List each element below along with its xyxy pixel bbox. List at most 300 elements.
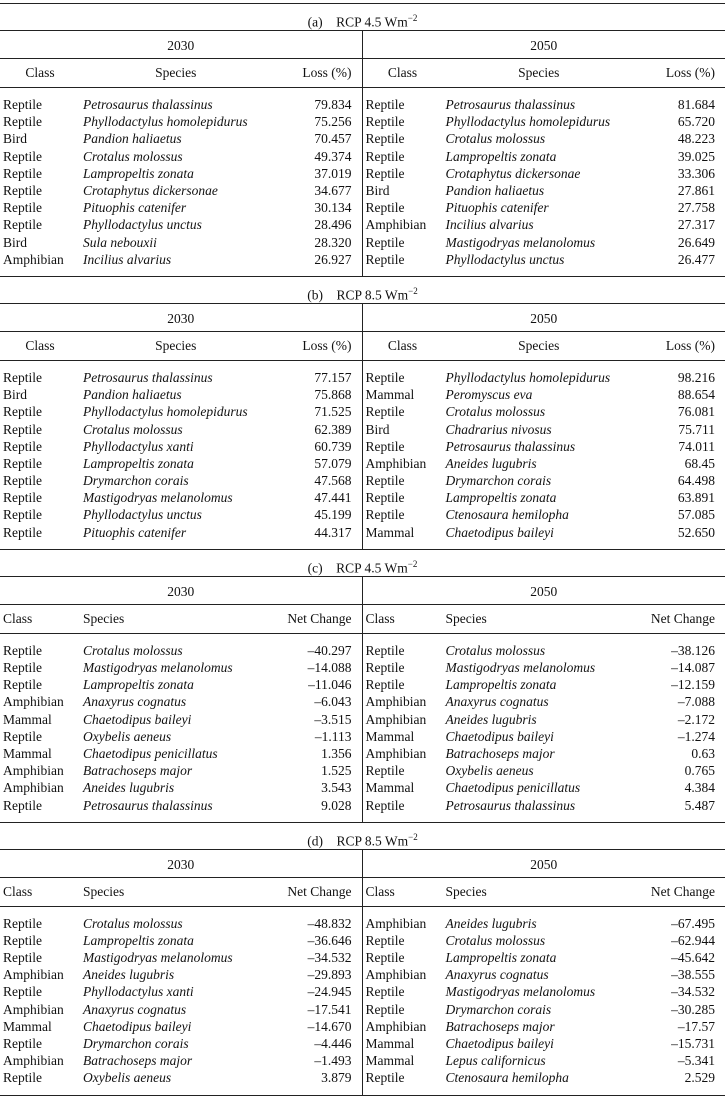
- section-title: [0, 823, 725, 850]
- header-row: [0, 332, 362, 361]
- species-cell: Drymarchon corais: [80, 1035, 268, 1052]
- class-cell: Reptile: [363, 199, 443, 216]
- class-cell: Reptile: [363, 165, 443, 182]
- table-row: [0, 524, 362, 549]
- class-cell: Reptile: [0, 182, 80, 199]
- class-cell: Reptile: [0, 906, 80, 932]
- value-cell: –67.495: [631, 906, 725, 932]
- species-cell: Aneides lugubris: [443, 711, 632, 728]
- section-title: [0, 550, 725, 577]
- value-cell: 71.525: [272, 403, 362, 420]
- table-row: [363, 420, 725, 437]
- column-header-value: Loss (%): [635, 59, 725, 88]
- class-cell: Reptile: [0, 1069, 80, 1094]
- value-cell: 28.496: [272, 216, 362, 233]
- class-cell: Bird: [363, 182, 443, 199]
- table-row: [363, 932, 725, 949]
- class-cell: Reptile: [363, 251, 443, 276]
- class-cell: Amphibian: [0, 966, 80, 983]
- class-cell: Mammal: [0, 1018, 80, 1035]
- year-panel-2050: [363, 304, 725, 549]
- table-row: [0, 489, 362, 506]
- species-table: [0, 605, 362, 822]
- table-row: [0, 983, 362, 1000]
- species-cell: Phyllodactylus unctus: [80, 506, 272, 523]
- class-cell: Reptile: [0, 216, 80, 233]
- year-panel-2030: [0, 577, 363, 822]
- species-cell: Chaetodipus baileyi: [443, 524, 636, 549]
- species-cell: Chadrarius nivosus: [443, 420, 636, 437]
- value-cell: 26.927: [272, 251, 362, 276]
- species-cell: Lepus californicus: [443, 1052, 632, 1069]
- value-cell: 57.079: [272, 455, 362, 472]
- species-cell: Aneides lugubris: [443, 906, 632, 932]
- value-cell: –34.532: [631, 983, 725, 1000]
- table-row: [0, 796, 362, 821]
- year-panel-2030: [0, 850, 363, 1095]
- value-cell: 26.477: [635, 251, 725, 276]
- value-cell: –6.043: [268, 693, 362, 710]
- species-cell: Phyllodactylus unctus: [80, 216, 272, 233]
- class-cell: Reptile: [363, 1069, 443, 1094]
- species-cell: Mastigodryas melanolomus: [80, 949, 268, 966]
- species-table: [363, 59, 725, 276]
- class-cell: Reptile: [0, 88, 80, 114]
- value-cell: 68.45: [635, 455, 725, 472]
- column-header-class: Class: [363, 878, 443, 907]
- class-cell: Reptile: [0, 524, 80, 549]
- class-cell: Amphibian: [0, 1001, 80, 1018]
- scenario-exponent: −2: [408, 832, 418, 842]
- species-cell: Crotalus molossus: [80, 906, 268, 932]
- table-row: [363, 676, 725, 693]
- column-header-class: Class: [0, 878, 80, 907]
- table-row: [363, 472, 725, 489]
- species-table-document: [0, 3, 725, 1096]
- year-panel-2030: [0, 31, 363, 276]
- class-cell: Reptile: [363, 762, 443, 779]
- class-cell: Bird: [0, 386, 80, 403]
- table-row: [0, 420, 362, 437]
- class-cell: Reptile: [0, 148, 80, 165]
- species-cell: Mastigodryas melanolomus: [443, 659, 632, 676]
- value-cell: 81.684: [635, 88, 725, 114]
- column-header-species: Species: [80, 59, 272, 88]
- section-label: (b): [307, 287, 323, 302]
- table-row: [363, 438, 725, 455]
- class-cell: Amphibian: [363, 1018, 443, 1035]
- value-cell: 28.320: [272, 234, 362, 251]
- species-cell: Chaetodipus baileyi: [80, 1018, 268, 1035]
- header-row: [363, 332, 725, 361]
- section-label: (d): [307, 833, 323, 848]
- header-row: [0, 605, 362, 634]
- species-cell: Phyllodactylus unctus: [443, 251, 636, 276]
- species-cell: Batrachoseps major: [80, 762, 268, 779]
- species-cell: Anaxyrus cognatus: [80, 693, 268, 710]
- column-header-value: Net Change: [268, 878, 362, 907]
- class-cell: Amphibian: [363, 745, 443, 762]
- species-cell: Lampropeltis zonata: [443, 949, 632, 966]
- value-cell: –38.126: [631, 633, 725, 659]
- value-cell: –14.087: [631, 659, 725, 676]
- table-row: [0, 633, 362, 659]
- table-row: [363, 360, 725, 386]
- value-cell: 70.457: [272, 130, 362, 147]
- species-cell: Lampropeltis zonata: [443, 676, 632, 693]
- header-row: [0, 59, 362, 88]
- table-row: [0, 906, 362, 932]
- value-cell: –62.944: [631, 932, 725, 949]
- column-header-species: Species: [443, 332, 636, 361]
- class-cell: Reptile: [363, 113, 443, 130]
- value-cell: 47.441: [272, 489, 362, 506]
- table-row: [0, 745, 362, 762]
- table-row: [363, 1052, 725, 1069]
- species-cell: Pituophis catenifer: [443, 199, 636, 216]
- column-header-class: Class: [0, 59, 80, 88]
- species-cell: Pituophis catenifer: [80, 199, 272, 216]
- table-row: [363, 165, 725, 182]
- species-cell: Phyllodactylus homolepidurus: [80, 113, 272, 130]
- species-cell: Chaetodipus penicillatus: [443, 779, 632, 796]
- value-cell: –48.832: [268, 906, 362, 932]
- class-cell: Reptile: [363, 796, 443, 821]
- table-row: [0, 438, 362, 455]
- table-row: [0, 1052, 362, 1069]
- species-cell: Phyllodactylus homolepidurus: [443, 113, 636, 130]
- value-cell: 76.081: [635, 403, 725, 420]
- column-header-value: Loss (%): [272, 332, 362, 361]
- table-row: [363, 693, 725, 710]
- table-row: [363, 728, 725, 745]
- value-cell: –17.57: [631, 1018, 725, 1035]
- class-cell: Reptile: [363, 506, 443, 523]
- species-cell: Oxybelis aeneus: [80, 728, 268, 745]
- table-row: [363, 745, 725, 762]
- class-cell: Reptile: [363, 659, 443, 676]
- value-cell: 65.720: [635, 113, 725, 130]
- column-header-value: Net Change: [268, 605, 362, 634]
- table-row: [363, 182, 725, 199]
- section-title: [0, 277, 725, 304]
- value-cell: 75.256: [272, 113, 362, 130]
- class-cell: Reptile: [363, 676, 443, 693]
- value-cell: 5.487: [631, 796, 725, 821]
- column-header-species: Species: [443, 59, 636, 88]
- class-cell: Amphibian: [0, 762, 80, 779]
- species-cell: Crotalus molossus: [443, 403, 636, 420]
- class-cell: Mammal: [363, 524, 443, 549]
- table-row: [363, 1035, 725, 1052]
- table-row: [0, 251, 362, 276]
- value-cell: 3.879: [268, 1069, 362, 1094]
- class-cell: Reptile: [0, 455, 80, 472]
- species-cell: Crotaphytus dickersonae: [80, 182, 272, 199]
- class-cell: Reptile: [363, 88, 443, 114]
- value-cell: 74.011: [635, 438, 725, 455]
- table-row: [363, 949, 725, 966]
- species-cell: Oxybelis aeneus: [80, 1069, 268, 1094]
- value-cell: 60.739: [272, 438, 362, 455]
- table-row: [0, 386, 362, 403]
- table-row: [363, 711, 725, 728]
- table-row: [0, 1069, 362, 1094]
- value-cell: –11.046: [268, 676, 362, 693]
- species-cell: Mastigodryas melanolomus: [443, 983, 632, 1000]
- class-cell: Reptile: [0, 403, 80, 420]
- header-row: [0, 878, 362, 907]
- species-cell: Pandion haliaetus: [443, 182, 636, 199]
- table-row: [0, 1035, 362, 1052]
- table-row: [363, 216, 725, 233]
- class-cell: Amphibian: [363, 906, 443, 932]
- column-header-species: Species: [80, 878, 268, 907]
- table-row: [363, 199, 725, 216]
- value-cell: –5.341: [631, 1052, 725, 1069]
- value-cell: 26.649: [635, 234, 725, 251]
- class-cell: Reptile: [363, 148, 443, 165]
- column-header-value: Net Change: [631, 605, 725, 634]
- species-cell: Pandion haliaetus: [80, 130, 272, 147]
- section-label: (a): [308, 15, 323, 30]
- value-cell: –14.670: [268, 1018, 362, 1035]
- species-cell: Petrosaurus thalassinus: [443, 796, 632, 821]
- species-table: [0, 878, 362, 1095]
- table-row: [0, 88, 362, 114]
- table-row: [0, 182, 362, 199]
- species-cell: Chaetodipus penicillatus: [80, 745, 268, 762]
- class-cell: Reptile: [0, 489, 80, 506]
- class-cell: Amphibian: [0, 693, 80, 710]
- class-cell: Reptile: [0, 949, 80, 966]
- value-cell: 44.317: [272, 524, 362, 549]
- scenario-title: RCP 4.5 Wm: [336, 560, 408, 575]
- column-header-class: Class: [0, 332, 80, 361]
- year-heading: 2050: [363, 577, 725, 605]
- class-cell: Amphibian: [363, 966, 443, 983]
- class-cell: Amphibian: [363, 455, 443, 472]
- species-cell: Lampropeltis zonata: [443, 148, 636, 165]
- class-cell: Reptile: [363, 633, 443, 659]
- class-cell: Amphibian: [363, 693, 443, 710]
- value-cell: 64.498: [635, 472, 725, 489]
- table-row: [363, 1069, 725, 1094]
- table-row: [0, 1018, 362, 1035]
- class-cell: Reptile: [0, 472, 80, 489]
- value-cell: –45.642: [631, 949, 725, 966]
- species-cell: Crotalus molossus: [80, 420, 272, 437]
- value-cell: 0.63: [631, 745, 725, 762]
- value-cell: 98.216: [635, 360, 725, 386]
- value-cell: –14.088: [268, 659, 362, 676]
- species-cell: Mastigodryas melanolomus: [80, 489, 272, 506]
- year-heading: 2030: [0, 850, 362, 878]
- table-section: [0, 549, 725, 822]
- header-row: [363, 878, 725, 907]
- table-row: [0, 403, 362, 420]
- class-cell: Reptile: [363, 130, 443, 147]
- species-cell: Phyllodactylus homolepidurus: [80, 403, 272, 420]
- table-row: [0, 728, 362, 745]
- class-cell: Reptile: [0, 932, 80, 949]
- class-cell: Reptile: [0, 506, 80, 523]
- species-cell: Petrosaurus thalassinus: [80, 796, 268, 821]
- year-panel-2050: [363, 31, 725, 276]
- species-cell: Aneides lugubris: [443, 455, 636, 472]
- value-cell: 62.389: [272, 420, 362, 437]
- table-row: [363, 403, 725, 420]
- species-cell: Ctenosaura hemilopha: [443, 506, 636, 523]
- value-cell: 1.525: [268, 762, 362, 779]
- section-title: [0, 4, 725, 31]
- value-cell: –1.274: [631, 728, 725, 745]
- year-panel-2050: [363, 577, 725, 822]
- value-cell: –1.493: [268, 1052, 362, 1069]
- class-cell: Mammal: [363, 386, 443, 403]
- class-cell: Reptile: [363, 489, 443, 506]
- species-cell: Chaetodipus baileyi: [443, 728, 632, 745]
- species-table: [0, 59, 362, 276]
- species-cell: Anaxyrus cognatus: [80, 1001, 268, 1018]
- year-panel-2050: [363, 850, 725, 1095]
- value-cell: 63.891: [635, 489, 725, 506]
- value-cell: 39.025: [635, 148, 725, 165]
- value-cell: –12.159: [631, 676, 725, 693]
- table-row: [363, 386, 725, 403]
- class-cell: Mammal: [363, 1052, 443, 1069]
- value-cell: 27.861: [635, 182, 725, 199]
- table-row: [363, 234, 725, 251]
- value-cell: 34.677: [272, 182, 362, 199]
- value-cell: 1.356: [268, 745, 362, 762]
- class-cell: Reptile: [363, 403, 443, 420]
- table-row: [363, 762, 725, 779]
- value-cell: 0.765: [631, 762, 725, 779]
- table-row: [0, 932, 362, 949]
- class-cell: Reptile: [0, 633, 80, 659]
- column-header-class: Class: [363, 605, 443, 634]
- year-heading: 2030: [0, 577, 362, 605]
- class-cell: Reptile: [363, 234, 443, 251]
- class-cell: Reptile: [0, 420, 80, 437]
- class-cell: Reptile: [0, 113, 80, 130]
- class-cell: Bird: [0, 234, 80, 251]
- value-cell: –36.646: [268, 932, 362, 949]
- table-row: [0, 779, 362, 796]
- table-row: [0, 216, 362, 233]
- class-cell: Reptile: [0, 983, 80, 1000]
- value-cell: –40.297: [268, 633, 362, 659]
- species-table: [363, 332, 725, 549]
- class-cell: Reptile: [0, 676, 80, 693]
- class-cell: Reptile: [363, 1001, 443, 1018]
- year-heading: 2030: [0, 31, 362, 59]
- table-row: [0, 130, 362, 147]
- species-cell: Crotalus molossus: [443, 130, 636, 147]
- class-cell: Reptile: [363, 472, 443, 489]
- species-cell: Anaxyrus cognatus: [443, 966, 632, 983]
- value-cell: 48.223: [635, 130, 725, 147]
- value-cell: 79.834: [272, 88, 362, 114]
- species-cell: Batrachoseps major: [80, 1052, 268, 1069]
- value-cell: –34.532: [268, 949, 362, 966]
- section-label: (c): [308, 560, 323, 575]
- column-header-class: Class: [0, 605, 80, 634]
- value-cell: 37.019: [272, 165, 362, 182]
- table-row: [0, 472, 362, 489]
- table-section: [0, 3, 725, 276]
- species-table: [0, 332, 362, 549]
- column-header-species: Species: [443, 605, 632, 634]
- table-row: [0, 148, 362, 165]
- value-cell: –7.088: [631, 693, 725, 710]
- table-row: [363, 796, 725, 821]
- species-cell: Aneides lugubris: [80, 779, 268, 796]
- value-cell: 3.543: [268, 779, 362, 796]
- scenario-exponent: −2: [408, 13, 418, 23]
- value-cell: 9.028: [268, 796, 362, 821]
- value-cell: –15.731: [631, 1035, 725, 1052]
- class-cell: Reptile: [363, 949, 443, 966]
- table-row: [363, 489, 725, 506]
- species-cell: Petrosaurus thalassinus: [80, 88, 272, 114]
- species-cell: Batrachoseps major: [443, 745, 632, 762]
- class-cell: Reptile: [363, 932, 443, 949]
- column-header-value: Loss (%): [635, 332, 725, 361]
- header-row: [363, 59, 725, 88]
- table-row: [363, 113, 725, 130]
- table-row: [363, 130, 725, 147]
- table-row: [0, 659, 362, 676]
- table-row: [363, 148, 725, 165]
- table-row: [0, 455, 362, 472]
- class-cell: Bird: [363, 420, 443, 437]
- species-table: [363, 878, 725, 1095]
- value-cell: 88.654: [635, 386, 725, 403]
- value-cell: 57.085: [635, 506, 725, 523]
- species-cell: Crotalus molossus: [80, 148, 272, 165]
- species-cell: Crotaphytus dickersonae: [443, 165, 636, 182]
- value-cell: 30.134: [272, 199, 362, 216]
- value-cell: –24.945: [268, 983, 362, 1000]
- table-row: [363, 966, 725, 983]
- table-row: [363, 779, 725, 796]
- value-cell: –29.893: [268, 966, 362, 983]
- species-cell: Pituophis catenifer: [80, 524, 272, 549]
- species-cell: Phyllodactylus xanti: [80, 438, 272, 455]
- species-cell: Crotalus molossus: [443, 932, 632, 949]
- species-cell: Crotalus molossus: [80, 633, 268, 659]
- species-cell: Drymarchon corais: [80, 472, 272, 489]
- value-cell: 27.317: [635, 216, 725, 233]
- table-section: [0, 276, 725, 549]
- class-cell: Reptile: [0, 165, 80, 182]
- column-header-value: Loss (%): [272, 59, 362, 88]
- value-cell: –4.446: [268, 1035, 362, 1052]
- table-row: [0, 165, 362, 182]
- table-row: [363, 88, 725, 114]
- species-cell: Lampropeltis zonata: [80, 676, 268, 693]
- species-table: [363, 605, 725, 822]
- class-cell: Amphibian: [0, 1052, 80, 1069]
- table-row: [363, 251, 725, 276]
- class-cell: Mammal: [0, 745, 80, 762]
- table-row: [0, 949, 362, 966]
- species-cell: Oxybelis aeneus: [443, 762, 632, 779]
- species-cell: Ctenosaura hemilopha: [443, 1069, 632, 1094]
- column-header-class: Class: [363, 59, 443, 88]
